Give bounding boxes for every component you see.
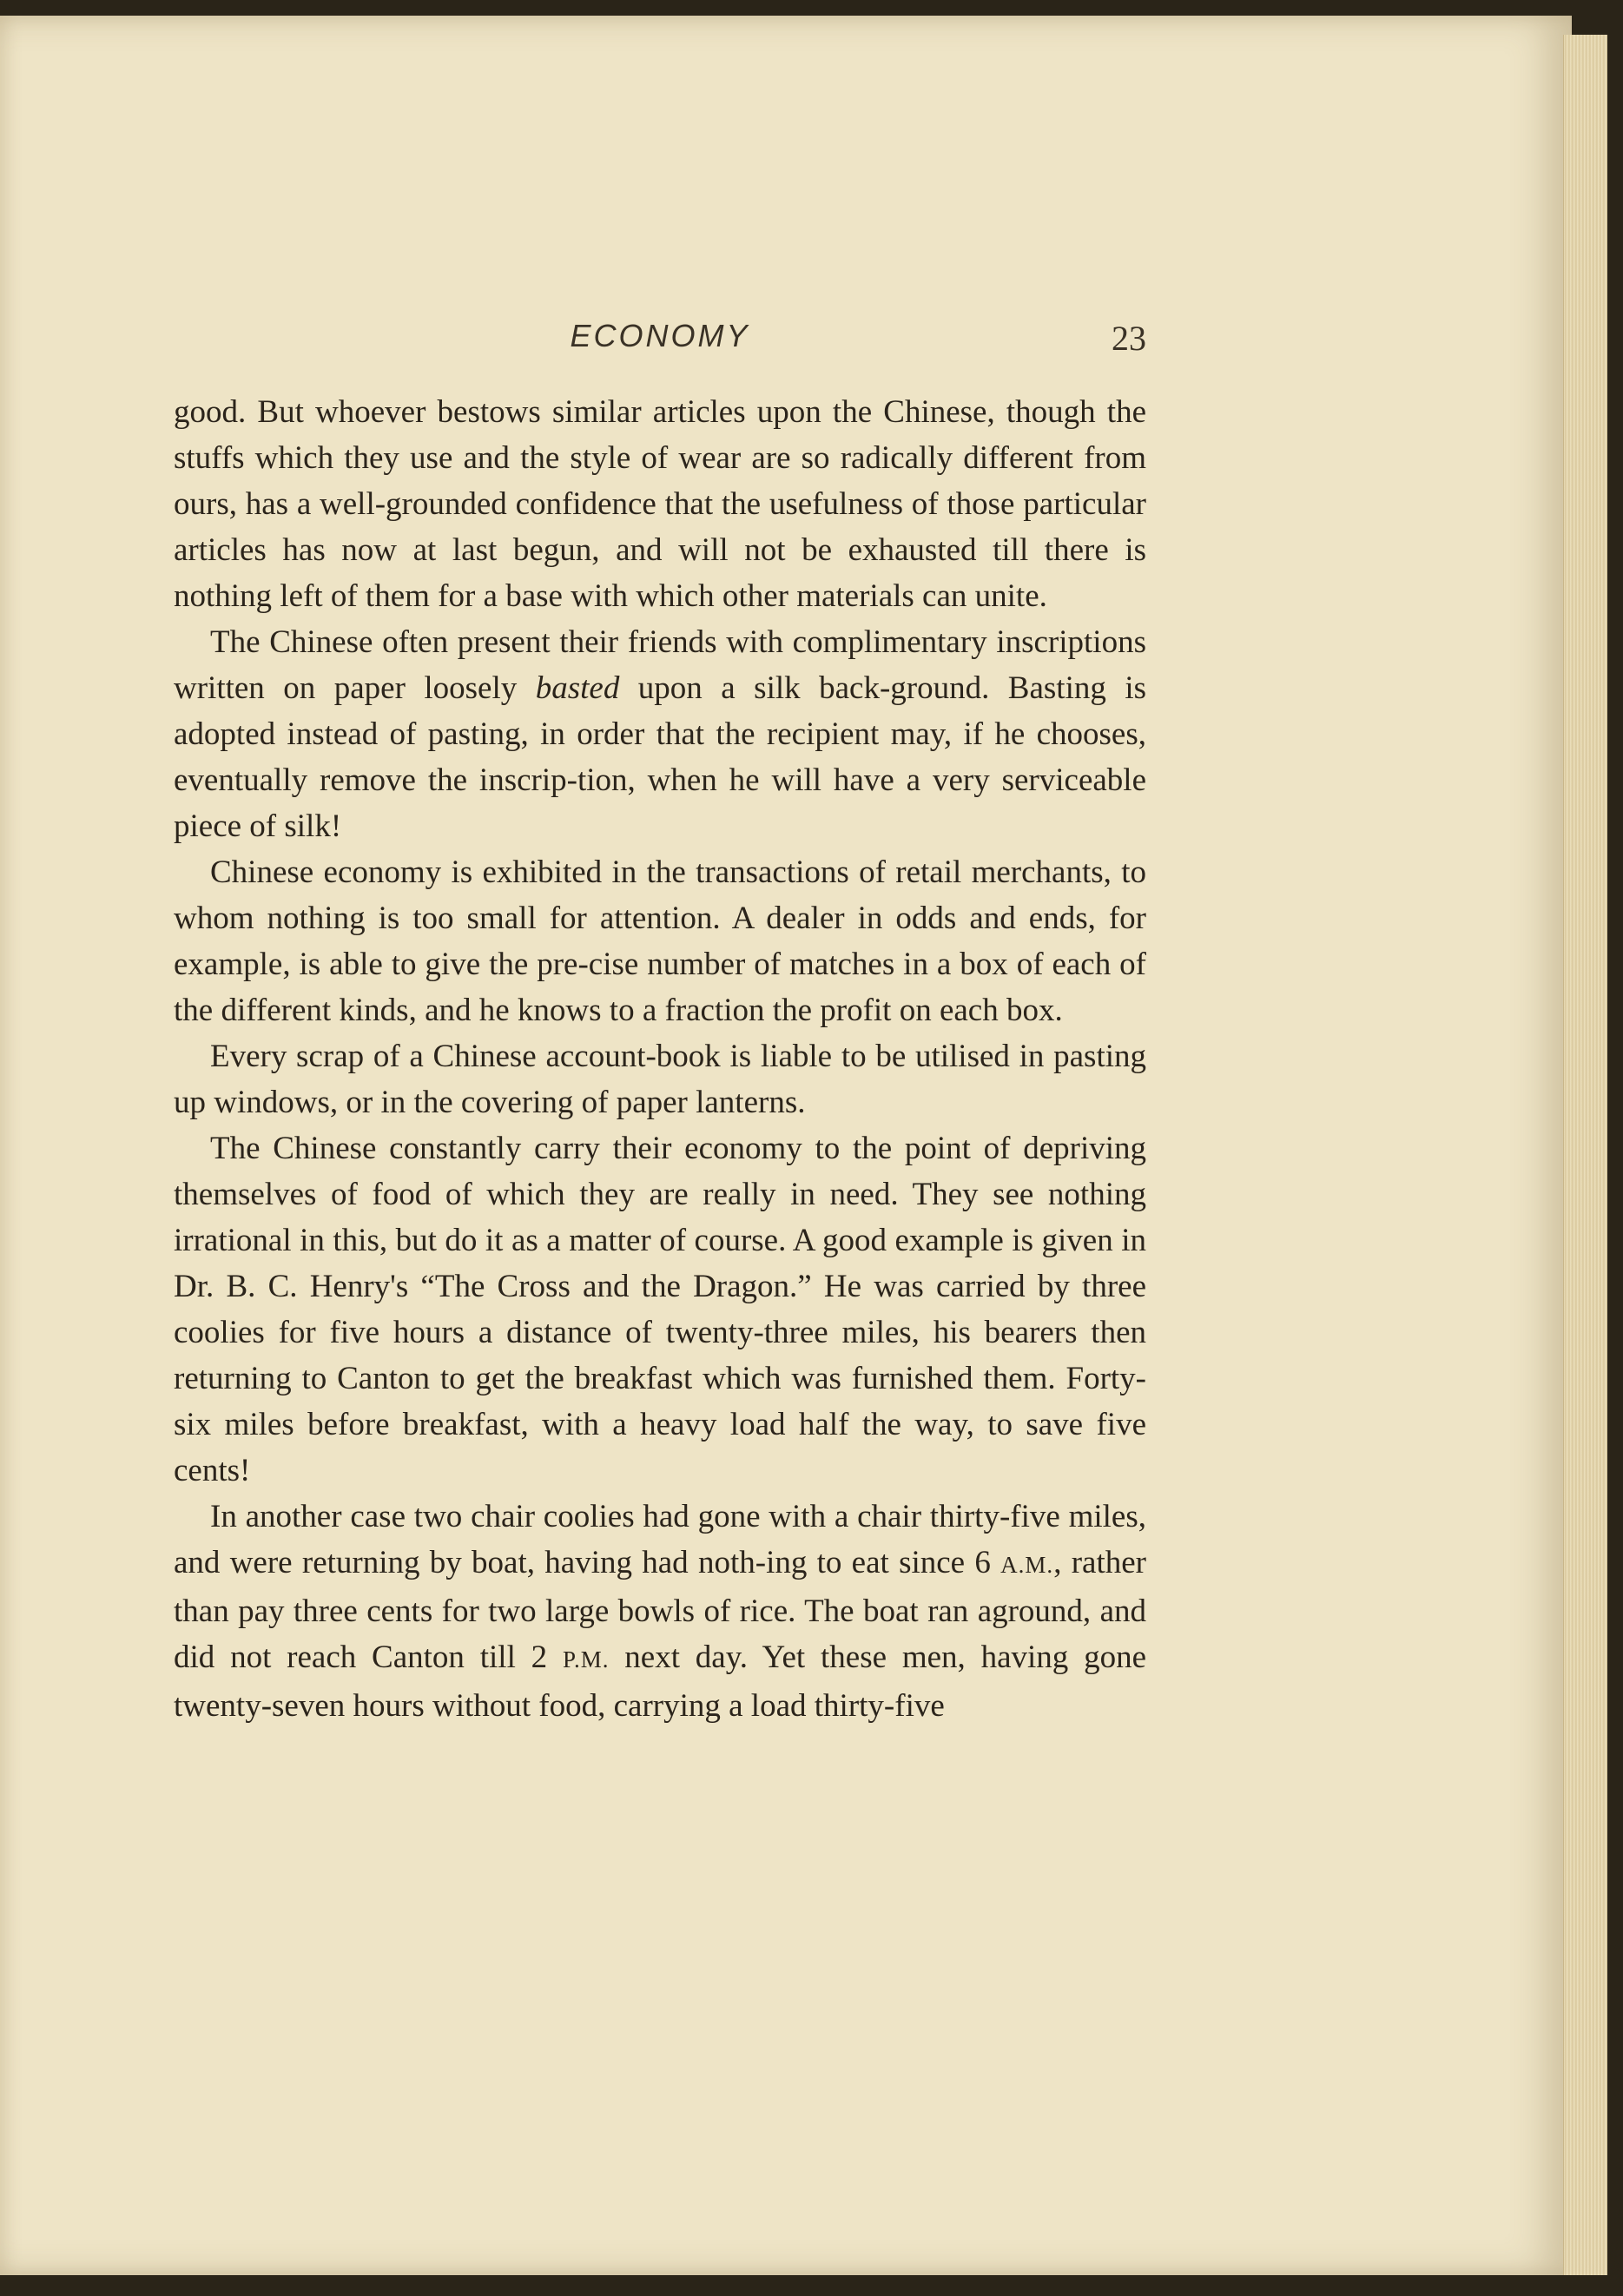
paragraph-6-part-2: , rather than pay three cents for two large bowls of rice. The boat ran aground, and did not reach Canton till 2: [174, 1545, 1146, 1675]
book-page: [0, 16, 1572, 2275]
body-text: [174, 389, 1146, 1729]
paragraph-5: The Chinese constantly carry their economy to the point of depriving themselves of food of which they are really in need. They see nothing irrational in this, but do it as a matter of course. A good example is given in Dr. B. C. Henry's “The Cross and the Dragon.” He was carried by three coolies for five hours a distance of twenty-three miles, his bearers then returning to Canton to get the breakfast which was furnished them. Forty-six miles before breakfast, with a heavy load half the way, to save five cents!: [174, 1131, 1146, 1488]
paragraph-2: [174, 619, 1146, 849]
paragraph-2-part-2: upon a silk back-ground. Basting is adopted instead of pasting, in order that the recipient may, if he chooses, eventually remove the inscrip-tion, when he will have a very serviceable piece of silk!: [174, 670, 1147, 844]
page-edge: [1563, 35, 1607, 2275]
paragraph-6-part-3: next day. Yet these men, having gone twenty-seven hours without food, carrying a load thirty-five: [174, 1640, 1146, 1724]
paragraph-2-part-1: The Chinese often present their friends with complimentary inscriptions written on paper loosely: [174, 624, 1146, 706]
paragraph-3: Chinese economy is exhibited in the transactions of retail merchants, to whom nothing is too small for attention. A dealer in odds and ends, for example, is able to give the pre-cise number of matches in a box of each of the different kinds, and he knows to a fraction the profit on each box.: [174, 854, 1146, 1028]
paragraph-4: Every scrap of a Chinese account-book is liable to be utilised in pasting up windows, or in the covering of paper lanterns.: [174, 1039, 1146, 1120]
small-caps-pm: P.M.: [562, 1646, 610, 1673]
page-header: [174, 318, 1146, 370]
running-head: ECONOMY: [570, 318, 750, 353]
small-caps-am: A.M.: [1000, 1552, 1054, 1578]
paragraph-6-part-1: In another case two chair coolies had gone with a chair thirty-five miles, and were returning by boat, having had noth-ing to eat since 6: [174, 1499, 1146, 1580]
page-number: 23: [1112, 319, 1146, 358]
italic-word: basted: [535, 670, 620, 706]
paragraph-6: [174, 1494, 1146, 1729]
paragraph-1: good. But whoever bestows similar articles upon the Chinese, though the stuffs which they use and the style of wear are so radically different from ours, has a well-grounded confidence that the usefulness of those particular articles has now at last begun, and will not be exhausted till there is nothing left of them for a base with which other materials can unite.: [174, 394, 1146, 614]
